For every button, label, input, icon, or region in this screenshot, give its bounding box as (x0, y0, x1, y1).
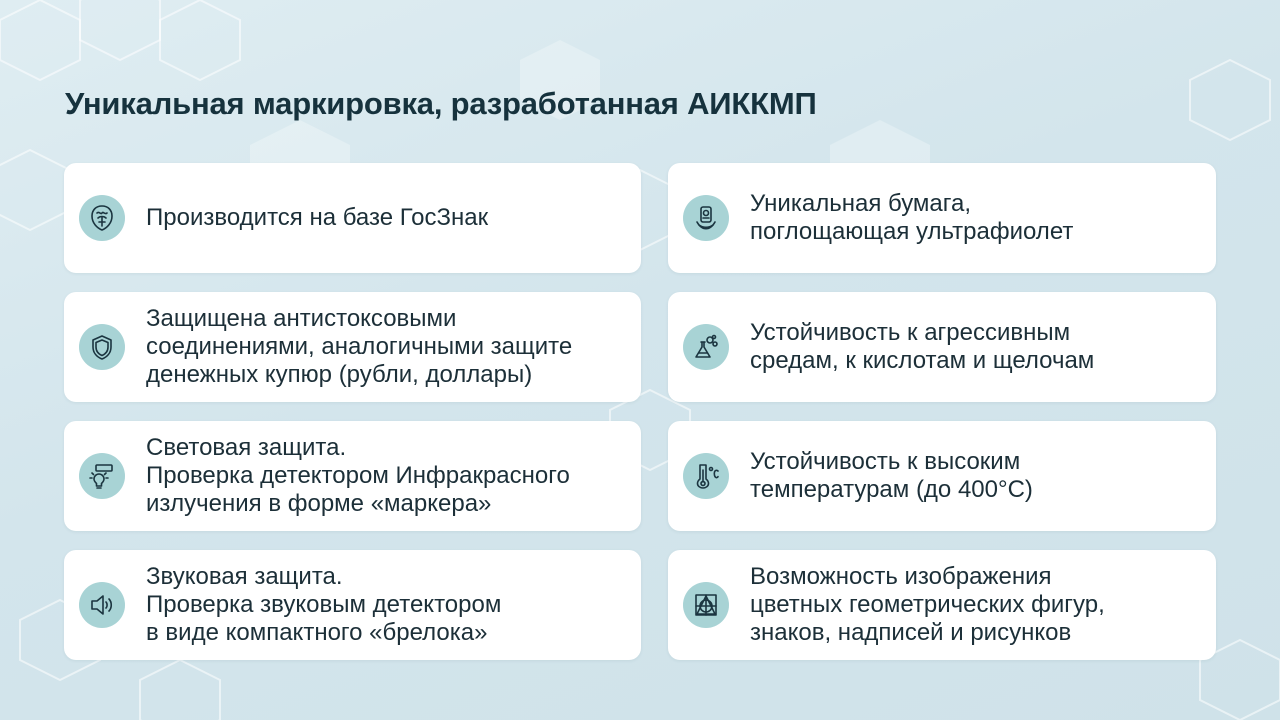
feature-card-light-protection (64, 421, 641, 531)
icon-circle (683, 582, 729, 628)
icon-circle (683, 453, 729, 499)
icon-circle (79, 453, 125, 499)
feature-card-uv-paper (668, 163, 1216, 273)
emblem-icon (87, 203, 117, 233)
feature-card-temperature (668, 421, 1216, 531)
feature-text: Производится на базе ГосЗнак (146, 204, 489, 231)
feature-text: Уникальная бумага, поглощающая ультрафиолет (750, 190, 1074, 245)
chemistry-flask-icon (691, 332, 721, 362)
speaker-icon (87, 590, 117, 620)
uv-paper-icon (691, 203, 721, 233)
shield-icon (87, 332, 117, 362)
feature-text: Устойчивость к агрессивным средам, к кислотам и щелочам (750, 319, 1095, 374)
page-title: Уникальная маркировка, разработанная АИККМП (65, 86, 817, 121)
feature-card-chemical-resistance (668, 292, 1216, 402)
feature-card-gosznak (64, 163, 641, 273)
geometric-figures-icon (691, 590, 721, 620)
feature-text: Возможность изображения цветных геометрических фигур, знаков, надписей и рисунков (750, 563, 1105, 646)
feature-text: Звуковая защита. Проверка звуковым детектором в виде компактного «брелока» (146, 563, 502, 646)
icon-circle (683, 195, 729, 241)
thermometer-icon (691, 461, 721, 491)
feature-card-geometric-figures (668, 550, 1216, 660)
feature-card-sound-protection (64, 550, 641, 660)
feature-text: Защищена антистоксовыми соединениями, аналогичными защите денежных купюр (рубли, доллары) (146, 305, 573, 388)
icon-circle (683, 324, 729, 370)
icon-circle (79, 195, 125, 241)
infrared-lamp-icon (87, 461, 117, 491)
icon-circle (79, 582, 125, 628)
feature-text: Световая защита. Проверка детектором Инфракрасного излучения в форме «маркера» (146, 434, 570, 517)
icon-circle (79, 324, 125, 370)
feature-text: Устойчивость к высоким температурам (до 400°C) (750, 448, 1033, 503)
feature-card-antistokes (64, 292, 641, 402)
